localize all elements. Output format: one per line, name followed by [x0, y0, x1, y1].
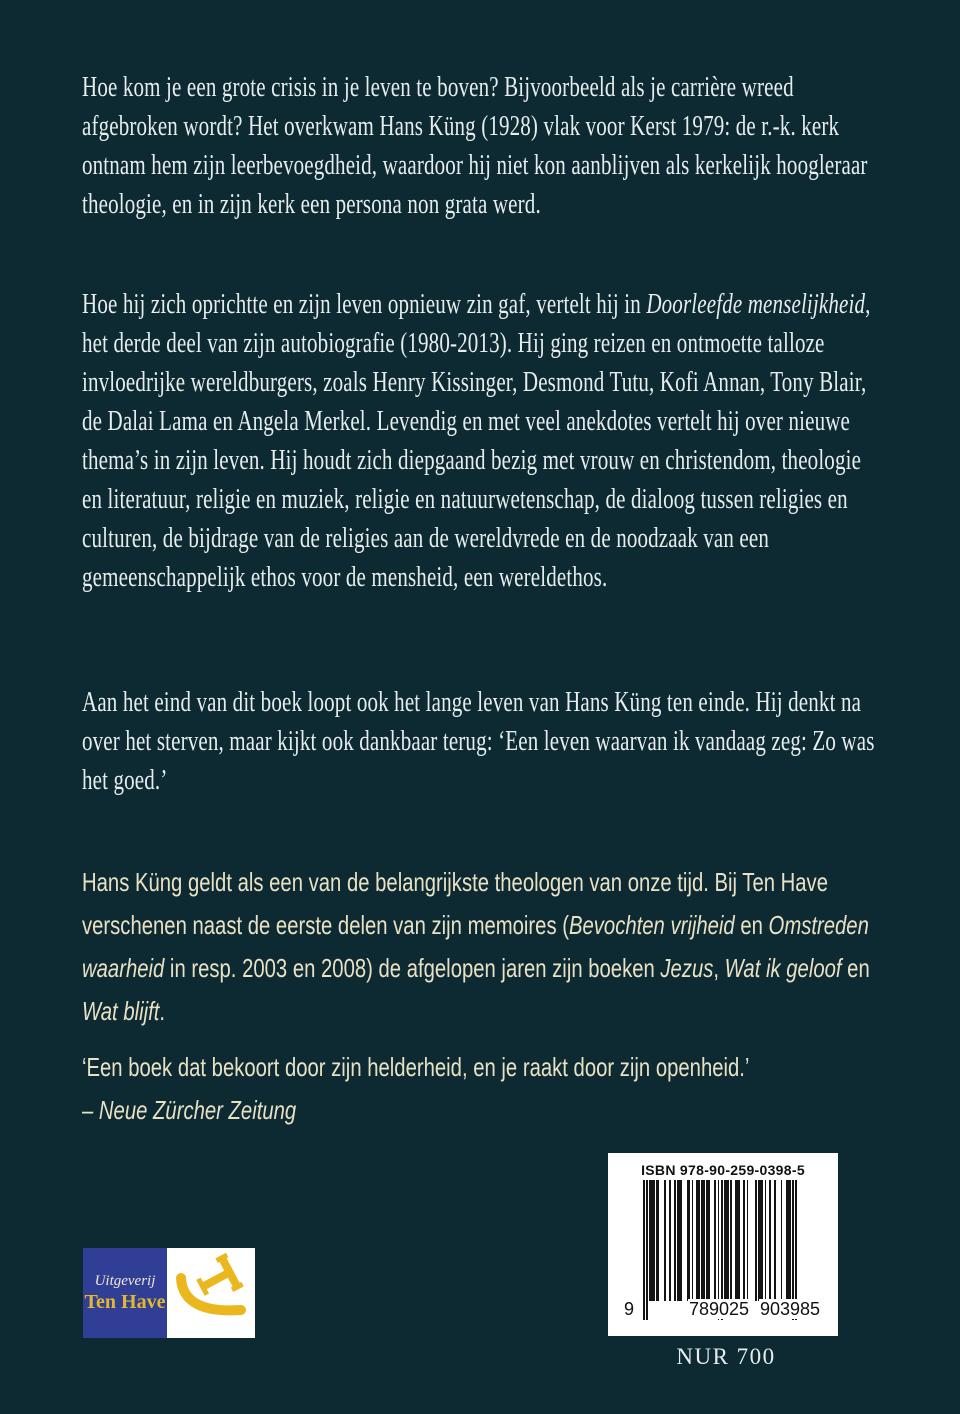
barcode-bar — [727, 1180, 729, 1301]
barcode-bar — [703, 1180, 705, 1301]
isbn-label: ISBN 978-90-259-0398-5 — [641, 1162, 805, 1178]
barcode-bar — [747, 1180, 749, 1301]
barcode-bar — [653, 1180, 655, 1301]
barcode-bar — [774, 1180, 776, 1301]
text-segment: Aan het eind van dit boek loopt ook het lange leven van Hans Küng ten einde. Hij denkt na over het sterven, maar kijkt ook dankbaar terug: ‘Een leven waarvan ik vandaag zeg: Zo was het goed.’ — [82, 687, 875, 796]
barcode-digits-right: 903985 — [759, 1299, 821, 1319]
barcode-bar — [755, 1180, 757, 1301]
review-attribution: – Neue Zürcher Zeitung — [82, 1095, 297, 1125]
text-segment: , het derde deel van zijn autobiografie (1980-2013). Hij ging reizen en ontmoette talloze invloedrijke wereldburgers, zoals Henry Kissinger, Desmond Tutu, Kofi Annan, Tony Blair, de Dalai Lama en Angela Merkel. Levendig en met veel anekdotes vertelt hij over nieuwe thema’s in zijn leven. Hij houdt zich diepgaand bezig met vrouw en christendom, theologie en literatuur, religie en muziek, religie en natuurwetenschap, de dialoog tussen religies en culturen, de bijdrage van de religies aan de wereldvrede en de noodzaak van een gemeenschappelijk ethos voor de mensheid, een wereldethos. — [82, 289, 871, 593]
paragraph-text — [82, 285, 877, 597]
blurb-paragraph-2 — [82, 285, 960, 597]
publisher-logo-bottom-label: Ten Have — [84, 1291, 166, 1313]
barcode-bar — [669, 1180, 671, 1301]
barcode-bar — [765, 1180, 767, 1301]
publisher-note — [82, 861, 960, 1033]
review-block — [82, 1047, 960, 1130]
barcode-bar — [714, 1180, 716, 1301]
barcode-bar — [789, 1180, 791, 1301]
text-segment: in resp. 2003 en 2008) de afgelopen jaren zijn boeken — [164, 953, 661, 983]
barcode-bar — [664, 1180, 666, 1301]
barcode-bar — [761, 1180, 763, 1301]
barcode-bar — [708, 1180, 710, 1301]
barcode-bar — [730, 1180, 732, 1301]
text-segment: Doorleefde menselijkheid — [646, 289, 866, 320]
barcode-bar — [658, 1180, 660, 1301]
barcode-bar — [739, 1180, 741, 1301]
text-segment: , — [713, 953, 725, 983]
barcode-panel — [608, 1153, 838, 1336]
text-segment: en — [734, 910, 769, 940]
text-segment: Wat ik geloof — [724, 953, 842, 983]
barcode-bar — [646, 1180, 648, 1320]
blurb-paragraph-3 — [82, 683, 960, 800]
text-segment: Omstreden waarheid — [82, 910, 869, 983]
barcode-bar — [698, 1180, 700, 1301]
barcode-bar — [692, 1180, 694, 1301]
paragraph-text — [82, 683, 877, 800]
publisher-logo-top-label: Uitgeverij — [94, 1273, 156, 1289]
barcode-bar — [743, 1180, 745, 1301]
text-segment: Jezus — [660, 953, 714, 983]
review-quote: ‘Een boek dat bekoort door zijn helderheid, en je raakt door zijn openheid.’ — [82, 1052, 750, 1082]
barcode-bar — [688, 1180, 690, 1301]
publisher-logo — [83, 1248, 255, 1338]
barcode-bar — [643, 1180, 645, 1320]
paragraph-text — [82, 68, 877, 224]
text-segment: en — [841, 953, 870, 983]
barcode-bar — [781, 1180, 783, 1301]
barcode-digit-first: 9 — [620, 1299, 638, 1319]
text-segment: Hoe hij zich oprichtte en zijn leven opnieuw zin gaf, vertelt hij in — [82, 289, 647, 320]
text-segment: Wat blijft — [82, 996, 160, 1026]
text-segment: Bevochten vrijheid — [568, 910, 735, 940]
nur-label: NUR 700 — [676, 1344, 776, 1369]
barcode-bar — [674, 1180, 676, 1301]
publisher-logo-white-panel — [167, 1248, 255, 1338]
publisher-logo-blue-panel — [83, 1248, 167, 1338]
blurb-paragraph-1 — [82, 68, 960, 224]
barcode-bar — [769, 1180, 771, 1301]
text-segment: Hans Küng geldt als een van de belangrijkste theologen van onze tijd. Bij Ten Have verschenen naast de eerste delen van zijn memoires ( — [82, 867, 828, 940]
barcode-bar — [680, 1180, 682, 1301]
ten-have-monogram-icon — [167, 1246, 255, 1341]
text-segment: . — [159, 996, 166, 1026]
text-segment: Hoe kom je een grote crisis in je leven te boven? Bijvoorbeeld als je carrière wreed afgebroken wordt? Het overkwam Hans Küng (1928) vlak voor Kerst 1979: de r.-k. kerk ontnam hem zijn leerbevoegdheid, waardoor hij niet kon aanblijven als kerkelijk hoogleraar theologie, en in zijn kerk een persona non grata werd. — [82, 72, 868, 220]
publisher-note-text — [82, 861, 878, 1033]
barcode-digits-left: 789025 — [688, 1299, 750, 1319]
